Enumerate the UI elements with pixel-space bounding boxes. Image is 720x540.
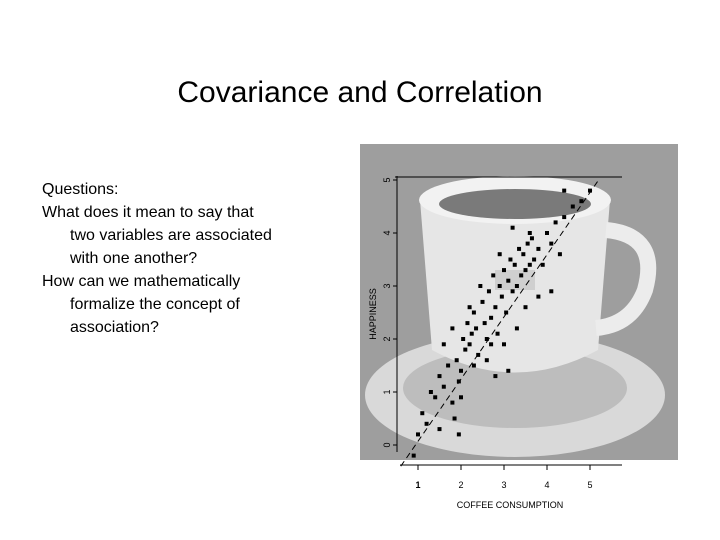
data-point xyxy=(476,353,480,357)
x-axis-label: COFFEE CONSUMPTION xyxy=(456,500,564,510)
data-point xyxy=(450,401,454,405)
data-point xyxy=(433,395,437,399)
data-point xyxy=(504,311,508,315)
data-point xyxy=(442,385,446,389)
data-point xyxy=(470,332,474,336)
data-point xyxy=(506,279,510,283)
data-point xyxy=(465,321,469,325)
data-point xyxy=(474,326,478,330)
data-point xyxy=(481,300,485,304)
data-point xyxy=(453,417,457,421)
data-point xyxy=(416,432,420,436)
text-line: Questions: xyxy=(42,181,119,198)
data-point xyxy=(472,364,476,368)
data-point xyxy=(506,369,510,373)
data-point xyxy=(425,422,429,426)
data-point xyxy=(588,189,592,193)
data-point xyxy=(461,337,465,341)
text-line: two variables are associated xyxy=(70,227,272,244)
data-point xyxy=(571,205,575,209)
x-tick-label: 5 xyxy=(587,480,593,490)
data-point xyxy=(513,263,517,267)
data-point xyxy=(549,242,553,246)
data-point xyxy=(472,311,476,315)
text-line: What does it mean to say that xyxy=(42,204,254,221)
data-point xyxy=(519,273,523,277)
data-point xyxy=(549,289,553,293)
data-point xyxy=(528,231,532,235)
data-point xyxy=(536,247,540,251)
data-point xyxy=(459,369,463,373)
x-tick-label: 3 xyxy=(501,480,507,490)
data-point xyxy=(562,189,566,193)
data-point xyxy=(468,305,472,309)
data-point xyxy=(493,374,497,378)
data-point xyxy=(508,258,512,262)
data-point xyxy=(420,411,424,415)
data-point xyxy=(541,263,545,267)
data-point xyxy=(483,321,487,325)
data-point xyxy=(498,252,502,256)
data-point xyxy=(532,258,536,262)
y-tick-label: 5 xyxy=(382,177,392,183)
data-point xyxy=(438,427,442,431)
data-point xyxy=(459,395,463,399)
data-point xyxy=(478,284,482,288)
data-point xyxy=(511,226,515,230)
data-point xyxy=(502,342,506,346)
data-point xyxy=(457,379,461,383)
data-point xyxy=(536,295,540,299)
x-tick-label: 2 xyxy=(458,480,464,490)
data-point xyxy=(468,342,472,346)
data-point xyxy=(515,284,519,288)
data-point xyxy=(429,390,433,394)
data-point xyxy=(491,273,495,277)
data-point xyxy=(562,215,566,219)
data-point xyxy=(530,236,534,240)
data-point xyxy=(528,263,532,267)
data-point xyxy=(489,342,493,346)
data-point xyxy=(524,305,528,309)
data-point xyxy=(496,332,500,336)
data-point xyxy=(515,326,519,330)
data-point xyxy=(517,247,521,251)
x-ticks xyxy=(415,465,592,490)
data-point xyxy=(455,358,459,362)
data-point xyxy=(558,252,562,256)
scatter-chart xyxy=(360,140,690,520)
data-point xyxy=(487,289,491,293)
data-point xyxy=(554,220,558,224)
data-point xyxy=(463,348,467,352)
x-tick-label: 4 xyxy=(544,480,550,490)
x-tick-label: 1 xyxy=(415,480,421,490)
data-point xyxy=(521,252,525,256)
data-point xyxy=(412,454,416,458)
data-point xyxy=(485,337,489,341)
data-point xyxy=(450,326,454,330)
data-point xyxy=(485,358,489,362)
data-point xyxy=(457,432,461,436)
coffee-cup-background xyxy=(360,144,678,460)
question-text xyxy=(42,178,322,339)
data-point xyxy=(526,242,530,246)
y-axis-label: HAPPINESS xyxy=(368,288,378,340)
data-point xyxy=(511,289,515,293)
text-line: How can we mathematically xyxy=(42,273,241,290)
data-point xyxy=(489,316,493,320)
y-tick-label: 0 xyxy=(382,442,392,448)
data-point xyxy=(498,284,502,288)
y-tick-label: 4 xyxy=(382,230,392,236)
data-point xyxy=(502,268,506,272)
slide-title: Covariance and Correlation xyxy=(177,76,543,109)
data-point xyxy=(442,342,446,346)
data-point xyxy=(438,374,442,378)
data-point xyxy=(446,364,450,368)
data-point xyxy=(579,199,583,203)
text-line: with one another? xyxy=(70,250,198,267)
y-tick-label: 1 xyxy=(382,389,392,395)
text-line: association? xyxy=(70,319,159,336)
data-point xyxy=(500,295,504,299)
text-line: formalize the concept of xyxy=(70,296,240,313)
y-tick-label: 3 xyxy=(382,283,392,289)
data-point xyxy=(524,268,528,272)
y-tick-label: 2 xyxy=(382,336,392,342)
data-point xyxy=(545,231,549,235)
data-point xyxy=(493,305,497,309)
